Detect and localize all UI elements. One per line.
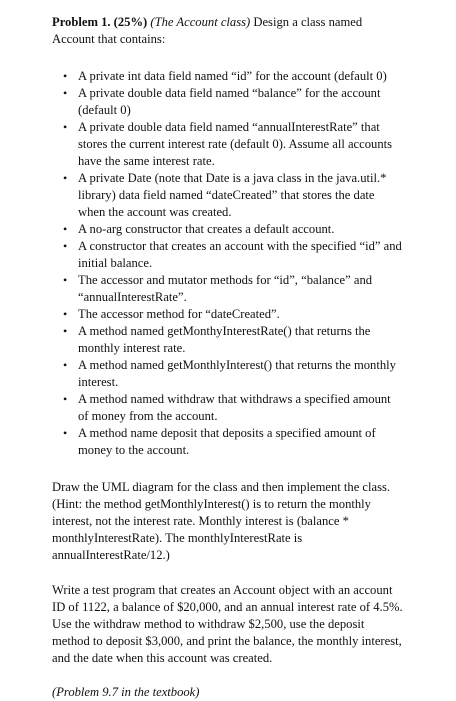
- list-item: [63, 170, 404, 221]
- list-item-text: A private double data field named “annualInterestRate” that stores the current interest rate (default 0). Assume all accounts have the same interest rate.: [78, 120, 393, 168]
- bullet-icon: •: [63, 392, 68, 406]
- bullet-icon: •: [63, 171, 68, 185]
- list-item-text: A method name deposit that deposits a specified amount of money to the account.: [78, 426, 376, 457]
- uml-instructions-paragraph: Draw the UML diagram for the class and then implement the class. (Hint: the method getMonthlyInterest() is to return the monthly interest, not the interest rate. Monthly interest is (balance * monthlyInterestRate). The monthlyInterestRate is annualInterestRate/12.): [52, 480, 391, 562]
- list-item-text: A method named getMonthlyInterest() that returns the monthly interest.: [78, 358, 396, 389]
- list-item: [63, 272, 404, 306]
- list-item-text: A private int data field named “id” for the account (default 0): [78, 69, 387, 83]
- list-item: [63, 85, 404, 119]
- bullet-icon: •: [63, 324, 68, 338]
- list-item: [63, 238, 404, 272]
- list-item-text: The accessor and mutator methods for “id”, “balance” and “annualInterestRate”.: [78, 273, 373, 304]
- bullet-icon: •: [63, 86, 68, 100]
- list-item: [63, 306, 404, 323]
- bullet-icon: •: [63, 426, 68, 440]
- problem-intro: Design a class named Account that contains:: [52, 15, 363, 46]
- bullet-icon: •: [63, 120, 68, 134]
- list-item-text: A constructor that creates an account with the specified “id” and initial balance.: [78, 239, 402, 270]
- problem-number: Problem 1. (25%): [52, 15, 148, 29]
- list-item: [63, 425, 404, 459]
- list-item: [63, 68, 404, 85]
- bullet-icon: •: [63, 239, 68, 253]
- bullet-icon: •: [63, 358, 68, 372]
- bullet-icon: •: [63, 307, 68, 321]
- problem-heading: [52, 14, 404, 48]
- list-item-text: A private Date (note that Date is a java class in the java.util.* library) data field named “dateCreated” that stores the date when the account was created.: [78, 171, 387, 219]
- bullet-icon: •: [63, 222, 68, 236]
- list-item: [63, 221, 404, 238]
- problem-topic: (The Account class): [150, 15, 251, 29]
- list-item: [63, 323, 404, 357]
- list-item-text: A no-arg constructor that creates a default account.: [78, 222, 335, 236]
- list-item-text: A method named withdraw that withdraws a specified amount of money from the account.: [78, 392, 391, 423]
- list-item-text: A method named getMonthyInterestRate() that returns the monthly interest rate.: [78, 324, 371, 355]
- test-program-paragraph: Write a test program that creates an Account object with an account ID of 1122, a balance of $20,000, and an annual interest rate of 4.5%. Use the withdraw method to withdraw $2,500, use the deposit method to deposit $3,000, and print the balance, the monthly interest, and the date when this account was created.: [52, 583, 403, 665]
- requirements-list: [52, 68, 404, 459]
- list-item: [63, 391, 404, 425]
- bullet-icon: •: [63, 69, 68, 83]
- list-item: [63, 357, 404, 391]
- list-item: [63, 119, 404, 170]
- list-item-text: The accessor method for “dateCreated”.: [78, 307, 280, 321]
- list-item-text: A private double data field named “balance” for the account (default 0): [78, 86, 381, 117]
- bullet-icon: •: [63, 273, 68, 287]
- textbook-reference: (Problem 9.7 in the textbook): [52, 685, 200, 699]
- problem-document: [52, 14, 404, 701]
